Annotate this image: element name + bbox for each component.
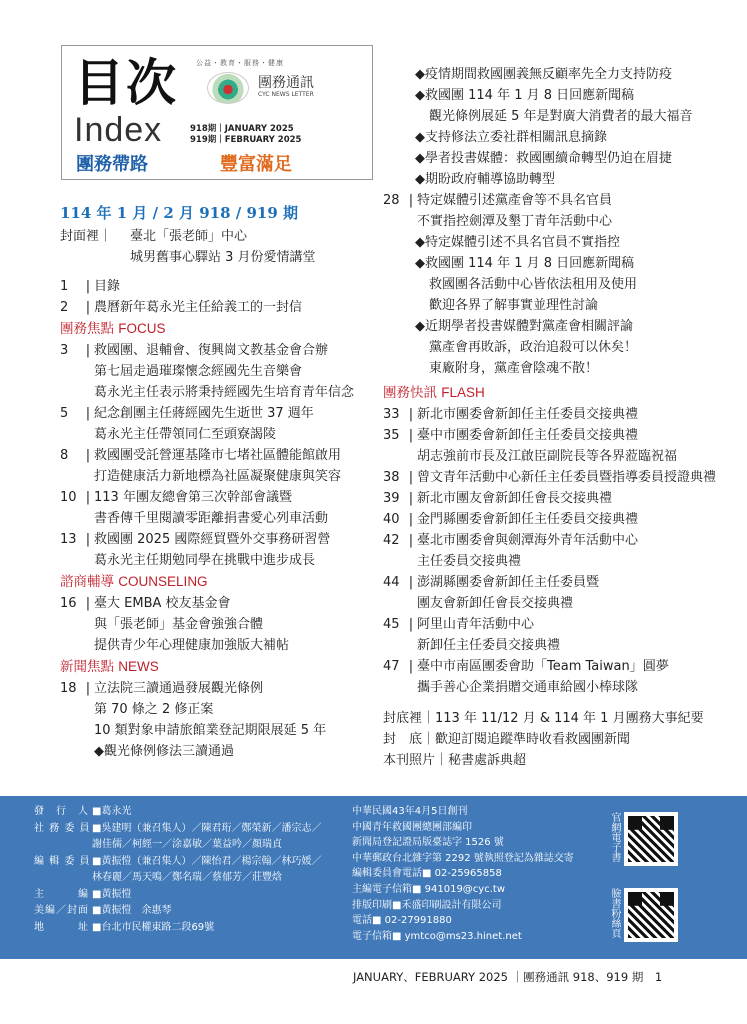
section-news bbox=[60, 656, 378, 678]
toc-divider: | bbox=[85, 532, 91, 547]
toc-page-number: 10 bbox=[60, 490, 77, 505]
toc-entry bbox=[383, 190, 733, 232]
toc-page-number: 18 bbox=[60, 681, 77, 696]
toc-entry-text bbox=[94, 593, 378, 656]
toc-divider: | bbox=[85, 596, 91, 611]
toc-page-number: 33 bbox=[383, 407, 400, 422]
back-entry-label: 封 底｜ bbox=[383, 732, 436, 747]
counseling-list bbox=[60, 593, 378, 656]
toc-entry-line: ◆觀光條例修法三讀通過 bbox=[94, 744, 234, 759]
section-flash-zh: 團務快訊 bbox=[383, 385, 437, 401]
toc-start-list bbox=[60, 276, 378, 318]
publisher-line: 排版印刷■禾盛印刷設計有限公司 bbox=[352, 899, 502, 911]
toc-entry-line: 書香傳千里閱讀零距離捐書愛心列車活動 bbox=[94, 511, 329, 526]
logo-topline: 公益・教育・服務・健康 bbox=[196, 59, 284, 67]
toc-entry bbox=[60, 403, 378, 445]
section-news-zh: 新聞焦點 bbox=[60, 659, 114, 675]
toc-entry-line: 主任委員交接典禮 bbox=[417, 554, 522, 569]
toc-entry-line: 新卸任主任委員交接典禮 bbox=[417, 638, 561, 653]
logo-slogan1: 團務帶路 bbox=[76, 154, 148, 175]
toc-entry-text bbox=[417, 488, 733, 509]
toc-entry bbox=[60, 297, 378, 318]
back-cover-list bbox=[383, 708, 733, 771]
staff-role: 編 輯 委 員 bbox=[34, 855, 91, 867]
section-flash bbox=[383, 382, 733, 404]
toc-entry-text bbox=[417, 572, 733, 614]
staff-role: 社 務 委 員 bbox=[34, 822, 91, 834]
focus-list bbox=[60, 340, 378, 571]
section-flash-en: FLASH bbox=[441, 385, 485, 400]
toc-divider: | bbox=[408, 428, 414, 443]
toc-entry-line: 阿里山青年活動中心 bbox=[417, 617, 535, 632]
toc-entry-line: 葛永光主任帶領同仁至頭寮謁陵 bbox=[94, 427, 277, 442]
qr-code-ebook-icon[interactable] bbox=[624, 812, 678, 866]
logo-title: 目次 bbox=[74, 54, 178, 112]
publisher-line: 中華郵政台北雜字第 2292 號執照登記為雜誌交寄 bbox=[352, 852, 574, 864]
staff-names: ■黃振愷（兼召集人）／陳怡君／楊宗翰／林巧媛／ bbox=[92, 855, 322, 867]
toc-entry bbox=[383, 656, 733, 698]
toc-entry-text bbox=[417, 509, 733, 530]
toc-bullet-line: ◆支持修法立委社群相關訊息摘錄 bbox=[415, 130, 607, 145]
toc-page-number: 8 bbox=[60, 448, 69, 463]
toc-entry-text bbox=[94, 445, 378, 487]
staff-row bbox=[34, 854, 344, 871]
toc-entry bbox=[383, 614, 733, 656]
publisher-line: 電子信箱■ ymtco@ms23.hinet.net bbox=[352, 930, 522, 942]
toc-divider: | bbox=[408, 575, 414, 590]
toc-entry-line: 紀念創團主任蔣經國先生逝世 37 週年 bbox=[94, 406, 314, 421]
toc-entry bbox=[60, 445, 378, 487]
toc-entry bbox=[60, 340, 378, 403]
toc-entry-text bbox=[417, 404, 733, 425]
toc-divider: | bbox=[408, 533, 414, 548]
staff-role bbox=[34, 837, 92, 854]
toc-entry-text: 目錄 bbox=[94, 279, 121, 294]
toc-entry bbox=[383, 509, 733, 530]
toc-page-number: 28 bbox=[383, 193, 400, 208]
toc-page-number: 42 bbox=[383, 533, 400, 548]
toc-divider: | bbox=[85, 448, 91, 463]
staff-names: 謝佳儒／柯經一／涂嘉敏／葉益吟／顏瑞貞 bbox=[92, 839, 282, 850]
publisher-info bbox=[352, 804, 612, 944]
publisher-line: 主編電子信箱■ 941019@cyc.tw bbox=[352, 883, 505, 895]
toc-entry-line: 10 類對象申請旅館業登記期限展延 5 年 bbox=[94, 723, 327, 738]
staff-role: 地 址 bbox=[34, 921, 89, 933]
toc-bullet-line: 東廠附身，黨產會陰魂不散！ bbox=[429, 361, 599, 376]
toc-page-number: 35 bbox=[383, 428, 400, 443]
toc-divider: | bbox=[408, 491, 414, 506]
section-counseling-en: COUNSELING bbox=[118, 574, 208, 589]
toc-entry bbox=[60, 487, 378, 529]
toc-entry-line: 臺北市團委會與劍潭海外青年活動中心 bbox=[417, 533, 639, 548]
logo-issue-line1: 918期｜JANUARY 2025 bbox=[190, 124, 294, 134]
back-entry-text: 113 年 11/12 月 & 114 年 1 月團務大事紀要 bbox=[435, 711, 704, 726]
back-entry bbox=[383, 750, 733, 771]
toc-entry-line: 胡志強前市長及江啟臣副院長等各界蒞臨祝福 bbox=[417, 449, 678, 464]
toc-bullet-line: 救國團各活動中心皆依法租用及使用 bbox=[429, 277, 638, 292]
section-focus-zh: 團務焦點 bbox=[60, 321, 114, 337]
toc-divider: | bbox=[408, 512, 414, 527]
toc-entry-line: 打造健康活力新地標為社區凝聚健康與笑容 bbox=[94, 469, 342, 484]
toc-page-number: 1 bbox=[60, 279, 69, 294]
back-entry-text: 秘書處訴典超 bbox=[448, 753, 527, 768]
toc-divider: | bbox=[85, 343, 91, 358]
toc-page-number: 13 bbox=[60, 532, 77, 547]
toc-entry-text bbox=[417, 190, 733, 232]
issue-title: 114 年 1 月 / 2 月 918 / 919 期 bbox=[60, 204, 298, 222]
qr-code-facebook-icon[interactable] bbox=[624, 888, 678, 942]
back-entry bbox=[383, 708, 733, 729]
staff-names: ■吳建明（兼召集人）／陳君珩／鄭榮新／潘宗志／ bbox=[92, 822, 322, 834]
staff-names: ■葛永光 bbox=[92, 806, 132, 817]
toc-page-number: 3 bbox=[60, 343, 69, 358]
section-news-en: NEWS bbox=[118, 659, 159, 674]
toc-entry-line: 葛永光主任期勉同學在挑戰中進步成長 bbox=[94, 553, 316, 568]
staff-row bbox=[34, 804, 344, 821]
news-continued-list bbox=[383, 64, 733, 190]
staff-row bbox=[34, 903, 344, 920]
toc-entry bbox=[60, 593, 378, 656]
toc-entry-line: 救國團 2025 國際經貿暨外交事務研習營 bbox=[94, 532, 331, 547]
toc-entry-line: 新北市團委會新卸任主任委員交接典禮 bbox=[417, 407, 639, 422]
toc-page-number: 40 bbox=[383, 512, 400, 527]
toc-entry-text bbox=[417, 467, 733, 488]
staff-names: ■黃振愷 余惠琴 bbox=[92, 905, 172, 916]
toc-entry-line: 葛永光主任表示將秉持經國先生培育青年信念 bbox=[94, 385, 355, 400]
toc-entry-line: 立法院三讀通過發展觀光條例 bbox=[94, 681, 264, 696]
toc-page-number: 47 bbox=[383, 659, 400, 674]
masthead-logo bbox=[61, 45, 373, 180]
toc-entry bbox=[383, 404, 733, 425]
toc-entry bbox=[60, 529, 378, 571]
toc-entry-line: 曾文青年活動中心新任主任委員暨指導委員授證典禮 bbox=[417, 470, 717, 485]
section-counseling bbox=[60, 571, 378, 593]
toc-entry-line: 救國團受託營運基隆市七堵社區體能館啟用 bbox=[94, 448, 342, 463]
cover-label: 封面裡｜ bbox=[60, 229, 113, 244]
toc-entry-line: 臺中市團委會新卸任主任委員交接典禮 bbox=[417, 428, 639, 443]
staff-role bbox=[34, 870, 92, 887]
toc-divider: | bbox=[85, 279, 91, 294]
footer-text: JANUARY、FEBRUARY 2025 ｜團務通訊 918、919 期 1 bbox=[353, 970, 663, 984]
toc-page-number: 5 bbox=[60, 406, 69, 421]
qr-label-facebook: 臉書粉絲頁 bbox=[609, 888, 620, 938]
toc-page-number: 16 bbox=[60, 596, 77, 611]
toc-entry-text bbox=[94, 403, 378, 445]
toc-divider: | bbox=[85, 406, 91, 421]
toc-divider: | bbox=[85, 490, 91, 505]
toc-divider: | bbox=[408, 193, 414, 208]
toc-entry bbox=[60, 276, 378, 297]
toc-bullet-line: ◆特定媒體引述不具名官員不實指控 bbox=[415, 235, 620, 250]
toc-divider: | bbox=[408, 659, 414, 674]
staff-row bbox=[34, 837, 344, 854]
staff-names: ■台北市民權東路二段69號 bbox=[92, 921, 215, 933]
toc-entry-text bbox=[417, 530, 733, 572]
eye-logo-icon bbox=[207, 72, 249, 104]
toc-page-number: 45 bbox=[383, 617, 400, 632]
section-counseling-zh: 諮商輔導 bbox=[60, 574, 114, 590]
toc-bullet-line: ◆期盼政府輔導協助轉型 bbox=[415, 172, 555, 187]
publisher-line: 新聞局登記證局版臺誌字 1526 號 bbox=[352, 837, 504, 849]
toc-entry bbox=[383, 530, 733, 572]
cover-line1: 臺北「張老師」中心 bbox=[130, 229, 248, 244]
toc-divider: | bbox=[408, 407, 414, 422]
toc-entry-text bbox=[94, 678, 378, 762]
toc-entry-text bbox=[417, 425, 733, 467]
logo-issue-line2: 919期｜FEBRUARY 2025 bbox=[190, 135, 302, 145]
toc-entry bbox=[383, 488, 733, 509]
staff-names: ■黃振愷 bbox=[92, 888, 132, 900]
toc-bullet-line: 黨產會再敗訴，政治追殺可以休矣！ bbox=[429, 340, 638, 355]
toc-page-number: 2 bbox=[60, 300, 69, 315]
toc-entry bbox=[383, 467, 733, 488]
section-focus bbox=[60, 318, 378, 340]
toc-bullet-line: ◆學者投書媒體：救國團續命轉型仍迫在眉捷 bbox=[415, 151, 672, 166]
toc-entry bbox=[60, 678, 378, 762]
toc-bullet-line: ◆救國團 114 年 1 月 8 日回應新聞稿 bbox=[415, 256, 635, 271]
section-focus-en: FOCUS bbox=[118, 321, 166, 336]
toc-entry-line: 第七屆走過璀璨懷念經國先生音樂會 bbox=[94, 364, 303, 379]
back-entry-label: 本刊照片｜ bbox=[383, 753, 449, 768]
toc-bullet-line: 歡迎各界了解事實並理性討論 bbox=[429, 298, 599, 313]
logo-index: Index bbox=[74, 111, 163, 149]
staff-list bbox=[34, 804, 344, 936]
logo-brand-sub: CYC NEWS LETTER bbox=[258, 91, 314, 98]
toc-page-number: 38 bbox=[383, 470, 400, 485]
toc-entry-line: 與「張老師」基金會強強合體 bbox=[94, 617, 264, 632]
toc-page-number: 39 bbox=[383, 491, 400, 506]
toc-entry-line: 第 70 條之 2 修正案 bbox=[94, 702, 214, 717]
toc-entry-line: 不實指控劍潭及墾丁青年活動中心 bbox=[417, 214, 613, 229]
news-list bbox=[60, 678, 378, 762]
toc-left-column bbox=[60, 200, 378, 762]
toc-entry-line: 救國團、退輔會、復興崗文教基金會合辦 bbox=[94, 343, 329, 358]
toc-entry-line: 特定媒體引述黨產會等不具名官員 bbox=[417, 193, 613, 208]
logo-issue bbox=[190, 124, 301, 146]
staff-role: 主 編 bbox=[34, 888, 89, 900]
toc-entry-line: 攜手善心企業捐贈交通車給國小棒球隊 bbox=[417, 680, 639, 695]
toc-divider: | bbox=[85, 681, 91, 696]
logo-brand: 團務通訊 bbox=[258, 75, 314, 91]
publisher-line: 電話■ 02-27991880 bbox=[352, 915, 452, 927]
toc-entry-line: 澎湖縣團委會新卸任主任委員暨 bbox=[417, 575, 600, 590]
toc-entry-line: 113 年團友總會第三次幹部會議暨 bbox=[94, 490, 292, 505]
back-entry-text: 歡迎訂閱追蹤準時收看救國團新聞 bbox=[435, 732, 631, 747]
toc-entry-line: 金門縣團委會新卸任主任委員交接典禮 bbox=[417, 512, 639, 527]
staff-row bbox=[34, 870, 344, 887]
staff-role: 發 行 人 bbox=[34, 806, 89, 817]
toc-entry-line: 臺大 EMBA 校友基金會 bbox=[94, 596, 231, 611]
toc-bullet-line: ◆疫情期間救國團義無反顧率先全力支持防疫 bbox=[415, 67, 672, 82]
toc-entry-line: 團友會新卸任會長交接典禮 bbox=[417, 596, 574, 611]
toc-entry-text bbox=[94, 487, 378, 529]
toc-entry-line: 臺中市南區團委會助「Team Taiwan」圓夢 bbox=[417, 659, 669, 674]
toc-entry bbox=[383, 572, 733, 614]
back-entry-label: 封底裡｜ bbox=[383, 711, 436, 726]
toc-bullet-line: ◆近期學者投書媒體對黨產會相關評論 bbox=[415, 319, 633, 334]
toc-page-number: 44 bbox=[383, 575, 400, 590]
toc-entry bbox=[383, 425, 733, 467]
toc-item-28 bbox=[383, 190, 733, 379]
staff-row bbox=[34, 887, 344, 904]
staff-row bbox=[34, 920, 344, 937]
toc-entry-text: 農曆新年葛永光主任給義工的一封信 bbox=[94, 300, 303, 315]
flash-list bbox=[383, 404, 733, 698]
toc-entry-text bbox=[417, 656, 733, 698]
cover-entry bbox=[60, 226, 378, 247]
publisher-line: 中華民國43年4月5日創刊 bbox=[352, 806, 468, 817]
toc-right-column bbox=[383, 64, 733, 771]
toc-entry-text bbox=[94, 529, 378, 571]
toc-entry-line: 新北市團友會新卸任會長交接典禮 bbox=[417, 491, 613, 506]
logo-slogan2: 豐富滿足 bbox=[220, 154, 292, 175]
staff-row bbox=[34, 821, 344, 838]
toc-entry-text bbox=[94, 340, 378, 403]
staff-names: 林春麗／馬天鳴／鄭名瑞／蔡郁芳／莊豐焓 bbox=[92, 872, 282, 883]
toc-divider: | bbox=[85, 300, 91, 315]
page-footer bbox=[0, 966, 747, 988]
toc-entry-text bbox=[417, 614, 733, 656]
masthead-panel bbox=[0, 796, 747, 959]
toc-bullet-line: ◆救國團 114 年 1 月 8 日回應新聞稿 bbox=[415, 88, 635, 103]
toc-divider: | bbox=[408, 470, 414, 485]
qr-label-ebook: 官網電子書 bbox=[609, 812, 620, 862]
toc-divider: | bbox=[408, 617, 414, 632]
staff-role: 美編／封面 bbox=[34, 905, 89, 916]
publisher-line: 編輯委員會電話■ 02-25965858 bbox=[352, 868, 502, 880]
toc-bullet-line: 觀光條例展延 5 年是對廣大消費者的最大福音 bbox=[429, 109, 693, 124]
toc-entry-line: 提供青少年心理健康加強版大補帖 bbox=[94, 638, 290, 653]
cover-line2: 城男舊事心驛站 3 月份愛情講堂 bbox=[130, 250, 316, 265]
back-entry bbox=[383, 729, 733, 750]
publisher-line: 中國青年救國團總團部編印 bbox=[352, 821, 472, 833]
